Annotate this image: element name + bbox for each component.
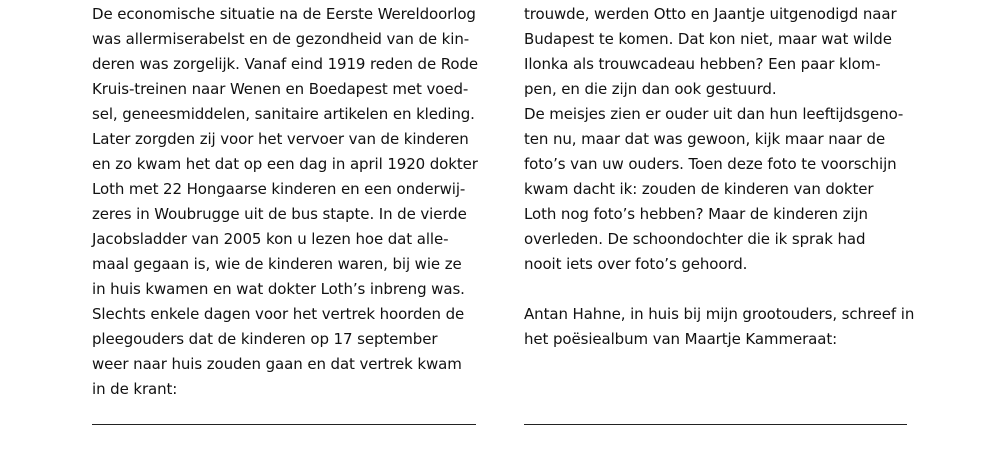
text-line: Loth nog foto’s hebben? Maar de kinderen zijn [524,205,868,223]
text-line: kwam dacht ik: zouden de kinderen van dokter [524,180,874,198]
text-line: nooit iets over foto’s gehoord. [524,255,748,273]
left-divider-rule [92,424,476,425]
text-line: Kruis-treinen naar Wenen en Boedapest met voed- [92,80,469,98]
right-divider-rule [524,424,907,425]
text-line: ten nu, maar dat was gewoon, kijk maar naar de [524,130,886,148]
text-line: De economische situatie na de Eerste Wereldoorlog [92,5,476,23]
text-line: foto’s van uw ouders. Toen deze foto te voorschijn [524,155,897,173]
text-line: Loth met 22 Hongaarse kinderen en een onderwij- [92,180,466,198]
text-line: het poësiealbum van Maartje Kammeraat: [524,330,838,348]
text-line: trouwde, werden Otto en Jaantje uitgenodigd naar [524,5,897,23]
text-line: Slechts enkele dagen voor het vertrek hoorden de [92,305,465,323]
text-line: weer naar huis zouden gaan en dat vertrek kwam [92,355,462,373]
text-line: overleden. De schoondochter die ik sprak had [524,230,866,248]
text-line: pleegouders dat de kinderen op 17 september [92,330,438,348]
text-line: Antan Hahne, in huis bij mijn grootouders, schreef in [524,305,915,323]
text-line: pen, en die zijn dan ook gestuurd. [524,80,777,98]
text-line: was allermiserabelst en de gezondheid van de kin- [92,30,470,48]
text-line: Later zorgden zij voor het vervoer van de kinderen [92,130,469,148]
text-line: sel, geneesmiddelen, sanitaire artikelen en kleding. [92,105,475,123]
text-line: in huis kwamen en wat dokter Loth’s inbreng was. [92,280,465,298]
text-line: deren was zorgelijk. Vanaf eind 1919 reden de Rode [92,55,479,73]
text-line: Jacobsladder van 2005 kon u lezen hoe dat alle- [92,230,449,248]
text-line: en zo kwam het dat op een dag in april 1920 dokter [92,155,478,173]
text-line: Budapest te komen. Dat kon niet, maar wat wilde [524,30,892,48]
text-line: De meisjes zien er ouder uit dan hun leeftijdsgeno- [524,105,904,123]
text-line: maal gegaan is, wie de kinderen waren, bij wie ze [92,255,462,273]
text-line: zeres in Woubrugge uit de bus stapte. In de vierde [92,205,467,223]
text-line: in de krant: [92,380,178,398]
text-line: Ilonka als trouwcadeau hebben? Een paar klom- [524,55,881,73]
